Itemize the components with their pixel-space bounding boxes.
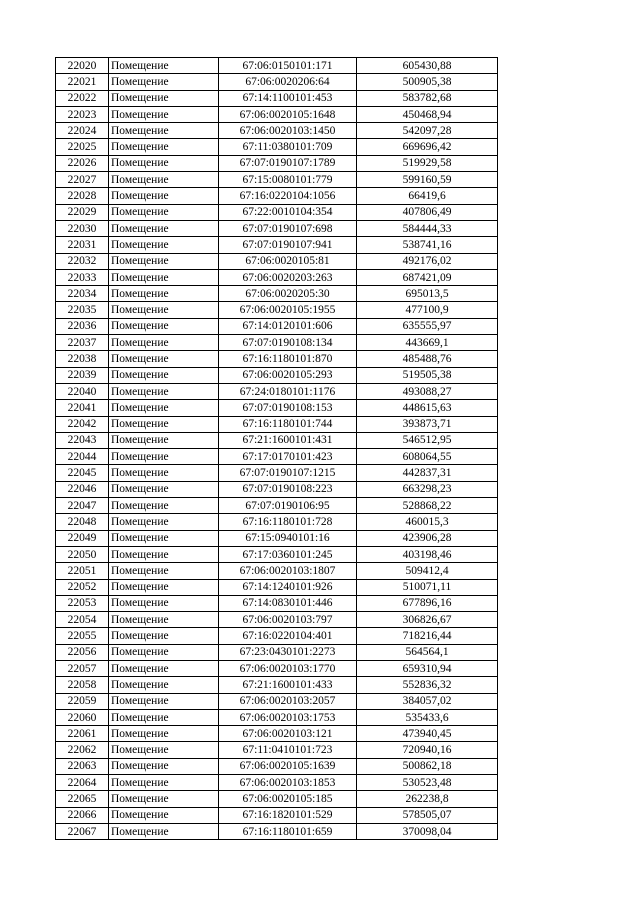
table-row	[56, 155, 498, 171]
table-row	[56, 302, 498, 318]
object-type-cell: Помещение	[109, 563, 219, 579]
object-type-cell: Помещение	[109, 693, 219, 709]
value-cell: 306826,67	[357, 612, 498, 628]
row-number-cell: 22045	[56, 465, 109, 481]
table-row	[56, 253, 498, 269]
object-type-cell: Помещение	[109, 416, 219, 432]
object-type-cell: Помещение	[109, 383, 219, 399]
object-type-cell: Помещение	[109, 726, 219, 742]
property-table	[55, 57, 498, 840]
object-type-cell: Помещение	[109, 530, 219, 546]
value-cell: 473940,45	[357, 726, 498, 742]
object-type-cell: Помещение	[109, 709, 219, 725]
value-cell: 370098,04	[357, 823, 498, 839]
value-cell: 403198,46	[357, 546, 498, 562]
object-type-cell: Помещение	[109, 204, 219, 220]
cadastral-number-cell: 67:06:0020103:797	[219, 612, 357, 628]
row-number-cell: 22030	[56, 220, 109, 236]
cadastral-number-cell: 67:16:1180101:728	[219, 514, 357, 530]
row-number-cell: 22063	[56, 758, 109, 774]
object-type-cell: Помещение	[109, 432, 219, 448]
table-row	[56, 563, 498, 579]
cadastral-number-cell: 67:14:1100101:453	[219, 90, 357, 106]
row-number-cell: 22053	[56, 595, 109, 611]
table-row	[56, 90, 498, 106]
row-number-cell: 22052	[56, 579, 109, 595]
row-number-cell: 22024	[56, 123, 109, 139]
table-row	[56, 709, 498, 725]
value-cell: 262238,8	[357, 791, 498, 807]
row-number-cell: 22047	[56, 498, 109, 514]
object-type-cell: Помещение	[109, 595, 219, 611]
object-type-cell: Помещение	[109, 220, 219, 236]
object-type-cell: Помещение	[109, 237, 219, 253]
row-number-cell: 22058	[56, 677, 109, 693]
table-row	[56, 628, 498, 644]
object-type-cell: Помещение	[109, 514, 219, 530]
table-row	[56, 758, 498, 774]
table-row	[56, 775, 498, 791]
cadastral-number-cell: 67:06:0150101:171	[219, 58, 357, 74]
row-number-cell: 22040	[56, 383, 109, 399]
value-cell: 546512,95	[357, 432, 498, 448]
value-cell: 493088,27	[357, 383, 498, 399]
value-cell: 519505,38	[357, 367, 498, 383]
value-cell: 608064,55	[357, 449, 498, 465]
row-number-cell: 22056	[56, 644, 109, 660]
cadastral-number-cell: 67:06:0020103:1753	[219, 709, 357, 725]
object-type-cell: Помещение	[109, 286, 219, 302]
object-type-cell: Помещение	[109, 269, 219, 285]
table-body	[56, 58, 498, 840]
table-row	[56, 726, 498, 742]
table-row	[56, 742, 498, 758]
object-type-cell: Помещение	[109, 188, 219, 204]
object-type-cell: Помещение	[109, 302, 219, 318]
table-row	[56, 58, 498, 74]
cadastral-number-cell: 67:21:1600101:431	[219, 432, 357, 448]
value-cell: 552836,32	[357, 677, 498, 693]
table-row	[56, 204, 498, 220]
object-type-cell: Помещение	[109, 449, 219, 465]
value-cell: 578505,07	[357, 807, 498, 823]
cadastral-number-cell: 67:06:0020105:1639	[219, 758, 357, 774]
object-type-cell: Помещение	[109, 106, 219, 122]
object-type-cell: Помещение	[109, 823, 219, 839]
object-type-cell: Помещение	[109, 172, 219, 188]
value-cell: 500862,18	[357, 758, 498, 774]
value-cell: 450468,94	[357, 106, 498, 122]
value-cell: 407806,49	[357, 204, 498, 220]
table-row	[56, 530, 498, 546]
object-type-cell: Помещение	[109, 351, 219, 367]
cadastral-number-cell: 67:11:0380101:709	[219, 139, 357, 155]
object-type-cell: Помещение	[109, 253, 219, 269]
cadastral-number-cell: 67:07:0190108:223	[219, 481, 357, 497]
value-cell: 519929,58	[357, 155, 498, 171]
cadastral-number-cell: 67:14:1240101:926	[219, 579, 357, 595]
object-type-cell: Помещение	[109, 58, 219, 74]
value-cell: 695013,5	[357, 286, 498, 302]
row-number-cell: 22041	[56, 400, 109, 416]
object-type-cell: Помещение	[109, 807, 219, 823]
object-type-cell: Помещение	[109, 400, 219, 416]
cadastral-number-cell: 67:16:1820101:529	[219, 807, 357, 823]
cadastral-number-cell: 67:16:1180101:744	[219, 416, 357, 432]
cadastral-number-cell: 67:06:0020103:121	[219, 726, 357, 742]
cadastral-number-cell: 67:06:0020105:1648	[219, 106, 357, 122]
table-row	[56, 612, 498, 628]
table-row	[56, 481, 498, 497]
object-type-cell: Помещение	[109, 660, 219, 676]
cadastral-number-cell: 67:23:0430101:2273	[219, 644, 357, 660]
table-row	[56, 335, 498, 351]
row-number-cell: 22054	[56, 612, 109, 628]
value-cell: 528868,22	[357, 498, 498, 514]
value-cell: 677896,16	[357, 595, 498, 611]
table-row	[56, 172, 498, 188]
table-row	[56, 367, 498, 383]
table-row	[56, 449, 498, 465]
cadastral-number-cell: 67:17:0170101:423	[219, 449, 357, 465]
value-cell: 492176,02	[357, 253, 498, 269]
cadastral-number-cell: 67:06:0020105:293	[219, 367, 357, 383]
row-number-cell: 22034	[56, 286, 109, 302]
table-row	[56, 188, 498, 204]
value-cell: 66419,6	[357, 188, 498, 204]
object-type-cell: Помещение	[109, 677, 219, 693]
value-cell: 605430,88	[357, 58, 498, 74]
value-cell: 584444,33	[357, 220, 498, 236]
table-row	[56, 823, 498, 839]
object-type-cell: Помещение	[109, 139, 219, 155]
table-row	[56, 546, 498, 562]
object-type-cell: Помещение	[109, 123, 219, 139]
cadastral-number-cell: 67:06:0020103:1450	[219, 123, 357, 139]
cadastral-number-cell: 67:06:0020103:2057	[219, 693, 357, 709]
table-row	[56, 644, 498, 660]
table-row	[56, 595, 498, 611]
table-row	[56, 579, 498, 595]
cadastral-number-cell: 67:16:0220104:1056	[219, 188, 357, 204]
cadastral-number-cell: 67:14:0120101:606	[219, 318, 357, 334]
row-number-cell: 22031	[56, 237, 109, 253]
row-number-cell: 22022	[56, 90, 109, 106]
row-number-cell: 22050	[56, 546, 109, 562]
cadastral-number-cell: 67:11:0410101:723	[219, 742, 357, 758]
row-number-cell: 22065	[56, 791, 109, 807]
object-type-cell: Помещение	[109, 775, 219, 791]
row-number-cell: 22033	[56, 269, 109, 285]
table-row	[56, 139, 498, 155]
value-cell: 485488,76	[357, 351, 498, 367]
cadastral-number-cell: 67:06:0020105:1955	[219, 302, 357, 318]
row-number-cell: 22029	[56, 204, 109, 220]
object-type-cell: Помещение	[109, 155, 219, 171]
value-cell: 423906,28	[357, 530, 498, 546]
row-number-cell: 22021	[56, 74, 109, 90]
table-row	[56, 432, 498, 448]
object-type-cell: Помещение	[109, 742, 219, 758]
row-number-cell: 22051	[56, 563, 109, 579]
row-number-cell: 22035	[56, 302, 109, 318]
table-row	[56, 286, 498, 302]
row-number-cell: 22048	[56, 514, 109, 530]
value-cell: 564564,1	[357, 644, 498, 660]
cadastral-number-cell: 67:22:0010104:354	[219, 204, 357, 220]
table-row	[56, 106, 498, 122]
value-cell: 535433,6	[357, 709, 498, 725]
row-number-cell: 22023	[56, 106, 109, 122]
table-row	[56, 123, 498, 139]
value-cell: 718216,44	[357, 628, 498, 644]
cadastral-number-cell: 67:06:0020103:1770	[219, 660, 357, 676]
object-type-cell: Помещение	[109, 481, 219, 497]
object-type-cell: Помещение	[109, 74, 219, 90]
row-number-cell: 22060	[56, 709, 109, 725]
row-number-cell: 22062	[56, 742, 109, 758]
cadastral-number-cell: 67:06:0020103:1853	[219, 775, 357, 791]
value-cell: 384057,02	[357, 693, 498, 709]
row-number-cell: 22020	[56, 58, 109, 74]
row-number-cell: 22037	[56, 335, 109, 351]
row-number-cell: 22027	[56, 172, 109, 188]
object-type-cell: Помещение	[109, 318, 219, 334]
object-type-cell: Помещение	[109, 791, 219, 807]
row-number-cell: 22064	[56, 775, 109, 791]
cadastral-number-cell: 67:15:0940101:16	[219, 530, 357, 546]
value-cell: 442837,31	[357, 465, 498, 481]
value-cell: 669696,42	[357, 139, 498, 155]
value-cell: 393873,71	[357, 416, 498, 432]
object-type-cell: Помещение	[109, 465, 219, 481]
cadastral-number-cell: 67:16:1180101:659	[219, 823, 357, 839]
table-row	[56, 693, 498, 709]
value-cell: 460015,3	[357, 514, 498, 530]
value-cell: 448615,63	[357, 400, 498, 416]
value-cell: 530523,48	[357, 775, 498, 791]
value-cell: 500905,38	[357, 74, 498, 90]
object-type-cell: Помещение	[109, 579, 219, 595]
value-cell: 659310,94	[357, 660, 498, 676]
row-number-cell: 22059	[56, 693, 109, 709]
object-type-cell: Помещение	[109, 546, 219, 562]
row-number-cell: 22049	[56, 530, 109, 546]
row-number-cell: 22067	[56, 823, 109, 839]
table-row	[56, 791, 498, 807]
cadastral-number-cell: 67:07:0190108:153	[219, 400, 357, 416]
row-number-cell: 22061	[56, 726, 109, 742]
row-number-cell: 22026	[56, 155, 109, 171]
object-type-cell: Помещение	[109, 367, 219, 383]
cadastral-number-cell: 67:16:0220104:401	[219, 628, 357, 644]
value-cell: 635555,97	[357, 318, 498, 334]
value-cell: 599160,59	[357, 172, 498, 188]
table-row	[56, 677, 498, 693]
row-number-cell: 22055	[56, 628, 109, 644]
cadastral-number-cell: 67:07:0190106:95	[219, 498, 357, 514]
cadastral-number-cell: 67:15:0080101:779	[219, 172, 357, 188]
cadastral-number-cell: 67:06:0020103:1807	[219, 563, 357, 579]
row-number-cell: 22036	[56, 318, 109, 334]
value-cell: 443669,1	[357, 335, 498, 351]
value-cell: 720940,16	[357, 742, 498, 758]
cadastral-number-cell: 67:06:0020206:64	[219, 74, 357, 90]
row-number-cell: 22038	[56, 351, 109, 367]
row-number-cell: 22066	[56, 807, 109, 823]
table-row	[56, 660, 498, 676]
table-row	[56, 807, 498, 823]
cadastral-number-cell: 67:06:0020205:30	[219, 286, 357, 302]
table-row	[56, 416, 498, 432]
table-row	[56, 237, 498, 253]
row-number-cell: 22044	[56, 449, 109, 465]
value-cell: 477100,9	[357, 302, 498, 318]
value-cell: 687421,09	[357, 269, 498, 285]
table-row	[56, 514, 498, 530]
cadastral-number-cell: 67:24:0180101:1176	[219, 383, 357, 399]
table-row	[56, 351, 498, 367]
table-row	[56, 318, 498, 334]
table-row	[56, 74, 498, 90]
cadastral-number-cell: 67:06:0020105:81	[219, 253, 357, 269]
value-cell: 538741,16	[357, 237, 498, 253]
table-row	[56, 383, 498, 399]
value-cell: 509412,4	[357, 563, 498, 579]
row-number-cell: 22032	[56, 253, 109, 269]
object-type-cell: Помещение	[109, 335, 219, 351]
cadastral-number-cell: 67:16:1180101:870	[219, 351, 357, 367]
object-type-cell: Помещение	[109, 644, 219, 660]
row-number-cell: 22042	[56, 416, 109, 432]
cadastral-number-cell: 67:14:0830101:446	[219, 595, 357, 611]
row-number-cell: 22057	[56, 660, 109, 676]
object-type-cell: Помещение	[109, 758, 219, 774]
cadastral-number-cell: 67:07:0190107:1789	[219, 155, 357, 171]
cadastral-number-cell: 67:07:0190107:1215	[219, 465, 357, 481]
row-number-cell: 22028	[56, 188, 109, 204]
value-cell: 510071,11	[357, 579, 498, 595]
cadastral-number-cell: 67:06:0020203:263	[219, 269, 357, 285]
cadastral-number-cell: 67:17:0360101:245	[219, 546, 357, 562]
object-type-cell: Помещение	[109, 612, 219, 628]
cadastral-number-cell: 67:21:1600101:433	[219, 677, 357, 693]
object-type-cell: Помещение	[109, 498, 219, 514]
table-row	[56, 400, 498, 416]
object-type-cell: Помещение	[109, 90, 219, 106]
table-row	[56, 220, 498, 236]
row-number-cell: 22039	[56, 367, 109, 383]
row-number-cell: 22025	[56, 139, 109, 155]
table-row	[56, 498, 498, 514]
row-number-cell: 22043	[56, 432, 109, 448]
table-row	[56, 465, 498, 481]
object-type-cell: Помещение	[109, 628, 219, 644]
cadastral-number-cell: 67:07:0190107:698	[219, 220, 357, 236]
row-number-cell: 22046	[56, 481, 109, 497]
cadastral-number-cell: 67:06:0020105:185	[219, 791, 357, 807]
value-cell: 583782,68	[357, 90, 498, 106]
value-cell: 542097,28	[357, 123, 498, 139]
table-row	[56, 269, 498, 285]
value-cell: 663298,23	[357, 481, 498, 497]
cadastral-number-cell: 67:07:0190107:941	[219, 237, 357, 253]
cadastral-number-cell: 67:07:0190108:134	[219, 335, 357, 351]
